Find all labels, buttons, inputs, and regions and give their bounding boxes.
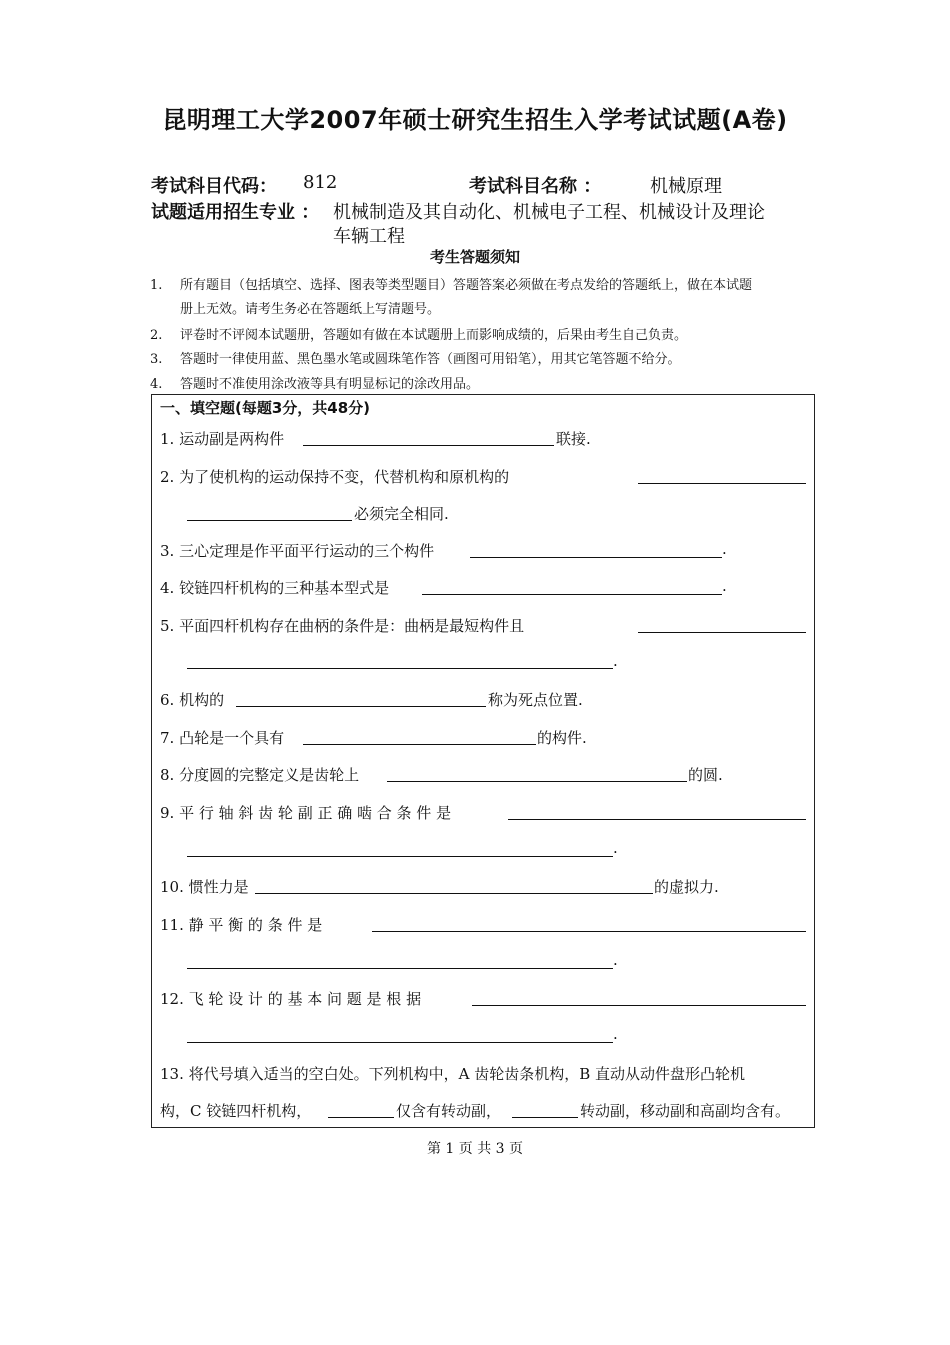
q4-text: 4. 铰链四杆机构的三种基本型式是 [160, 579, 390, 597]
q7-blank [303, 744, 536, 745]
q9-tail: . [613, 839, 618, 857]
q9-text: 9. 平 行 轴 斜 齿 轮 副 正 确 啮 合 条 件 是 [160, 804, 452, 822]
q2-blank-b [187, 520, 352, 521]
q10-text: 10. 惯性力是 [160, 878, 249, 896]
q3-text: 3. 三心定理是作平面平行运动的三个构件 [160, 542, 435, 560]
q8-tail: 的圆. [688, 766, 723, 784]
q9-blank-b [187, 856, 613, 857]
q5-blank-a [638, 632, 806, 633]
q8-blank [387, 781, 687, 782]
q4-blank [422, 594, 722, 595]
question-box [151, 394, 815, 1128]
note-2: 2. 评卷时不评阅本试题册，答题如有做在本试题册上而影响成绩的，后果由考生自己负责。 [150, 328, 688, 343]
note-3: 3. 答题时一律使用蓝、黑色墨水笔或圆珠笔作答（画图可用铅笔），用其它笔答题不给分。 [150, 352, 681, 367]
q3-tail: . [722, 540, 727, 558]
q1-blank [303, 445, 554, 446]
q13-text-line2: 构，C 铰链四杆机构， [160, 1102, 312, 1120]
q2-tail: 必须完全相同. [354, 505, 449, 523]
q4-tail: . [722, 577, 727, 595]
q5-text: 5. 平面四杆机构存在曲柄的条件是：曲柄是最短构件且 [160, 617, 525, 635]
q12-blank-b [187, 1042, 613, 1043]
q6-blank [236, 706, 486, 707]
q11-tail: . [613, 951, 618, 969]
note-1-continued: 册上无效。请考生务必在答题纸上写清题号。 [180, 302, 441, 317]
q12-blank-a [472, 1005, 806, 1006]
q13-text-mid: 仅含有转动副， [396, 1102, 502, 1120]
q1-tail: 联接. [556, 430, 591, 448]
exam-title: 昆明理工大学2007年硕士研究生招生入学考试试题(A卷) [162, 106, 788, 134]
notes-title: 考生答题须知 [429, 248, 520, 266]
subject-name-value: 机械原理 [650, 176, 722, 197]
subject-code-label: 考试科目代码： [151, 176, 277, 197]
q11-blank-b [187, 968, 613, 969]
major-value-line2: 车辆工程 [333, 226, 405, 247]
q3-blank [470, 557, 722, 558]
q10-tail: 的虚拟力. [654, 878, 719, 896]
q10-blank [255, 893, 653, 894]
q5-tail: . [613, 652, 618, 670]
subject-name-label: 考试科目名称 ： [469, 176, 602, 197]
q6-text: 6. 机构的 [160, 691, 225, 709]
major-label: 试题适用招生专业 ： [151, 202, 320, 223]
q5-blank-b [187, 668, 613, 669]
q2-text: 2. 为了使机构的运动保持不变，代替机构和原机构的 [160, 468, 510, 486]
q1-text: 1. 运动副是两构件 [160, 430, 285, 448]
q11-blank-a [372, 931, 806, 932]
q13-text-end: 转动副，移动副和高副均含有。 [580, 1102, 791, 1120]
note-4: 4. 答题时不准使用涂改液等具有明显标记的涂改用品。 [150, 377, 480, 392]
subject-code-value: 812 [303, 172, 338, 193]
q12-text: 12. 飞 轮 设 计 的 基 本 问 题 是 根 据 [160, 990, 422, 1008]
q6-tail: 称为死点位置. [488, 691, 583, 709]
q9-blank-a [508, 819, 806, 820]
q13-blank-b [512, 1117, 578, 1118]
q13-text-line1: 13. 将代号填入适当的空白处。下列机构中，A 齿轮齿条机构，B 直动从动件盘形凸轮机 [160, 1065, 746, 1083]
page-number: 第 1 页 共 3 页 [426, 1141, 524, 1157]
note-1: 1. 所有题目（包括填空、选择、图表等类型题目）答题答案必须做在考点发给的答题纸上，做在本试题 [150, 278, 753, 293]
q12-tail: . [613, 1025, 618, 1043]
q7-tail: 的构件. [537, 729, 587, 747]
q2-blank-a [638, 483, 806, 484]
q13-blank-a [328, 1117, 394, 1118]
major-value-line1: 机械制造及其自动化、机械电子工程、机械设计及理论 [333, 202, 765, 223]
q11-text: 11. 静 平 衡 的 条 件 是 [160, 916, 323, 934]
q7-text: 7. 凸轮是一个具有 [160, 729, 285, 747]
section-title: 一、填空题(每题3分，共48分) [160, 399, 371, 417]
q8-text: 8. 分度圆的完整定义是齿轮上 [160, 766, 360, 784]
